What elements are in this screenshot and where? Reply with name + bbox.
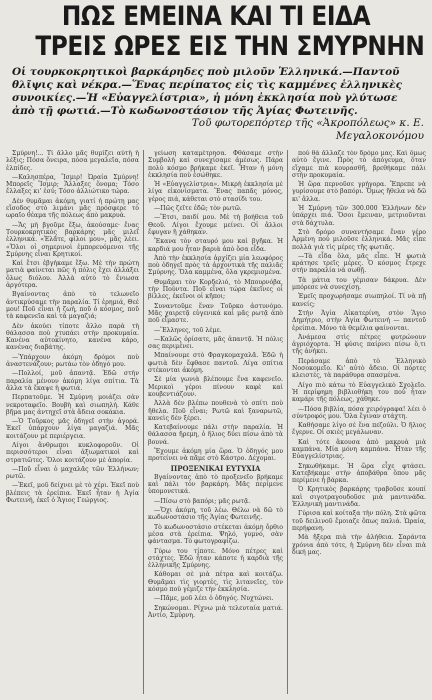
paragraph: —Ὄχι ἀκόμη, τοῦ λέω. Θέλω νὰ δῶ τὸ κωδωνοστάσιο τῆς Ἁγίας Φωτεινῆς. [148,507,283,522]
paragraph: —Ἔτσι, παιδί μου. Μὲ τὴ βοήθεια τοῦ Θεοῦ. Λίγοι ἔχουμε μείνει. Οἱ ἄλλοι ἔφυγαν ἢ χάθηκαν. [148,214,283,236]
paragraph: —Ὑπάρχουν ἀκόμη δρόμοι ποὺ ἀναστενάζουν; ρωτάω τὸν ὁδηγό μου. [6,353,139,369]
article-column-3 [292,150,426,696]
byline: Τοῦ φωτορεπόρτερ τῆς «Ἀκροπόλεως» κ. Ε. Μεγαλοκονόμου [191,117,424,142]
paragraph: Ἔχουμε ἀκόμη μία ὥρα. Ὁ ὁδηγός μου προτείνει νὰ πᾶμε στὸ Κάστρο. Δέχομαι. [148,447,283,463]
paragraph: Κατεβαίνουμε πάλι στὴν παραλία. Ἡ θάλασσα ἤρεμη, ὁ ἥλιος δύει πίσω ἀπὸ τὰ βουνά. [148,424,283,446]
paragraph: —Πολλοί, μοῦ ἀπαντᾷ. Ἐδῶ στὴν παραλία μένουν ἀκόμη λίγα σπίτια. Τὰ ἄλλα τὰ ἔκαψε ἡ φωτιά. [6,370,139,392]
paragraph: —Πίσω στὸ βαπόρι; μᾶς ρωτᾷ. [154,497,251,505]
subheadline: Οἱ τουρκοκρητικοὶ βαρκάρηδες ποὺ μιλοῦν Ἑλληνικά.—Παντοῦ θλῖψις καὶ νέκρα.—Ἕνας περίπατος εἰς τὶς καμμένες ἑλληνικὲς συνοικίες.—Ἡ «Εὐαγγελίστρια», ἡ μόνη ἐκκλησία ποὺ γλύτωσε ἀπὸ τῇ φωτιά.—Τὸ κωδωνοστάσιον τῆς Ἁγίας Φωτεινῆς. [12,66,402,117]
paragraph: —Πῶς ζεῖτε ἐδῶ; τὸν ρωτῶ. [154,205,242,213]
paragraph: Ἀπὸ τὴν ἐκκλησία ἀρχίζει μία λεωφόρος ποὺ ὁδηγεῖ πρὸς τὰ ἀρχοντικὰ τῆς παλιᾶς Σμύρνης. Ὅλα καμμένα, ὅλα γκρεμισμένα. [148,254,283,277]
paragraph: Λίγοι ἄνθρωποι κυκλοφοροῦν. Οἱ περισσότεροι εἶναι ἀξιωματικοὶ καὶ στρατιῶτες. Ὅλοι κοιτάζουν μὲ ἀπορία. [6,441,139,464]
paragraph: Ἡ «Εὐαγγελίστρια». Μικρὴ ἐκκλησία μὲ λίγα εἰκονίσματα. Ἕνας παπᾶς μόνος, γέρος πιά, κάθεται στὸ στασίδι του. [148,181,283,203]
paragraph: Ἐμεῖς προχωρήσαμε σιωπηλοί. Τί νὰ πῇ κανείς; [292,293,426,308]
paragraph: Στὸ δρόμο συναντήσαμε ἕναν γέρο Ἀρμένη ποὺ μιλοῦσε ἑλληνικά. Μᾶς εἶπε πολλὰ γιὰ τὶς μέρες τῆς φωτιᾶς. [292,228,426,251]
paragraph: Σηκωθήκαμε. Ἡ ὥρα εἶχε φτάσει. Κατεβήκαμε στὴν ἀποβάθρα ὅπου μᾶς περίμενε ἡ βάρκα. [292,462,426,485]
paragraph: Μπαίνουμε στὸ Φραγκομαχαλᾶ. Ἐδῶ ἡ φωτιὰ δὲν ἔφθασε παντοῦ. Λίγα σπίτια στέκονται ἀκόμη. [148,352,283,375]
paragraph: Περάσαμε ἀπὸ τὸ Ἑλληνικὸ Νοσοκομεῖο. Κι' αὐτὸ ἄδειο. Οἱ πόρτες κλειστές, τὰ παράθυρα σπασμένα. [292,357,426,380]
paragraph: Σηκώνομαι. Ρίχνω μιὰ τελευταία ματιά. Ἀντίο, Σμύρνη. [148,604,283,619]
paragraph: Τὰ μάτια του γέμισαν δάκρυα. Δὲν μπόρεσε νὰ συνεχίσῃ. [292,276,426,292]
headline [35,1,425,62]
paragraph: Ὁ Κρητικὸς βαρκάρης τραβοῦσε κουπί καὶ σιγοτραγουδοῦσε μιὰ μαντινάδα. Ἑλληνικὴ μαντινάδα. [292,486,426,509]
paragraph: —Ἕλληνες, τοῦ λέμε. [154,326,222,334]
paragraph: Ἀνάμεσα στὶς πέτρες φυτρώνουν ἀγριόχορτα. Ἡ φύσις παίρνει πίσω ὅ,τι τῆς ἀνήκει. [292,333,426,356]
paragraph: Τὸ κωδωνοστάσιο στέκεται ἀκόμη ὄρθιο μέσα στὰ ἐρείπια. Ψηλό, γυμνό, σὰν φάντασμα. Τὸ φωτογραφίζω. [148,523,283,546]
paragraph: Βγαίνοντας ἀπὸ τὸ προξενεῖο βρήκαμε καὶ πάλι τὸν βαρκάρη. Μᾶς περίμενε ὑπομονετικά. [148,473,283,496]
section-heading: ΠΡΟΞΕΝΙΚΑΙ ΕΥΤΥΧΙΑ [170,463,261,473]
paragraph: Ἡ ὥρα περνοῦσε γρήγορα. Ἔπρεπε νὰ γυρίσουμε στὸ βαπόρι. Ὅμως ἤθελα νὰ δῶ κι' ἄλλα. [292,181,426,203]
paragraph: Καὶ τότε ἄκουσα ἀπὸ μακρυὰ μιὰ καμπάνα. Μία μόνη καμπάνα. Ἦταν τῆς Εὐαγγελίστριας. [292,438,426,461]
paragraph: Γύρω του τίποτε. Μόνο πέτρες καὶ στάχτες. Ἐδῶ ἦταν κάποτε ἡ καρδιὰ τῆς ἑλληνικῆς Σμύρνης. [148,547,283,570]
paragraph: Περπατοῦμε. Ἡ Σμύρνη μοιάζει σὰν νεκροταφεῖο. Βουβὴ καὶ σιωπηλή. Κάθε βῆμα μας ἀντηχεῖ στὰ ἄδεια σοκάκια. [6,394,139,416]
paragraph: Σμύρνη!... Τί ἄλλο μᾶς θυμίζει αὐτὴ ἡ λέξις; Πόσα ὄνειρα, πόσα μεγαλεῖα, πόσα ἐλπίδες. [6,150,139,172]
paragraph: —Ποῦ εἶναι ὁ μαχαλᾶς τῶν Ἑλλήνων; ρωτῶ. [6,465,139,481]
paragraph: Ἀλλὰ δὲν βλέπω πουθενὰ τὸ σπίτι ποὺ ἤθελα. Ποῦ εἶναι; Ρωτῶ καὶ ξαναρωτῶ, κανεὶς δὲν ξέρει. [148,400,283,422]
paragraph: Λίγο πιὸ κάτω τὸ Εὐαγγελικὸ Σχολεῖο. Ἡ περίφημη βιβλιοθήκη του ποὺ ἦταν καμάρι τῆς πόλεως, χάθηκε. [292,381,426,404]
paragraph: Ἡ Σμύρνη τῶν 300.000 Ἑλλήνων δὲν ὑπάρχει πιά. Ὅσοι ἔμειναν, μετριοῦνται στὰ δάχτυλα. [292,205,426,227]
article-column-1 [6,150,139,696]
paragraph: Γύρισα καὶ κοίταξα τὴν πόλη. Στὰ φῶτα τοῦ δειλινοῦ ἔμοιαζε ὅπως παλιά. Ὡραία, περήφανη. [292,510,426,532]
paragraph: —Ὁ Τοῦρκος μᾶς ὁδηγεῖ στὴν ἀγορά. Ἐκεῖ ὑπάρχουν λίγα μαγαζιά. Μᾶς κοιτάζουν μὲ περιέργεια. [6,418,139,440]
paragraph: Ἔκανα τὸν σταυρό μου καὶ βγῆκα. Ἡ καρδιά μου ἦταν βαριὰ ἀπὸ ὅσα εἶδα. [148,238,283,253]
paragraph: —Ἄς μὴ βγοῦμε ἔξω, ἀκούσαμε· ἕνας Τουρκοκρητικὸς βαρκάρης μᾶς μιλεῖ ἑλληνικά. «Ἐλᾶτε, φίλοι μου», μᾶς λέει. «Ὅλοι οἱ σημερινοὶ ἐμπορευόμενοι τῆς Σμύρνης εἶναι Κρητικοί. [6,221,139,258]
paragraph: Δὲν θυμᾶμαι ἀκόμη, γιατί ἡ πρώτη μας εἴσοδος στὸ λιμάνι μᾶς πρόσφερε τὸ ωραῖο θέαμα τῆς πόλεως ἀπὸ μακρυά. [6,197,139,220]
headline-line-1: ΠΩΣ ΕΜΕΙΝΑ ΚΑΙ ΤΙ ΕΙΔΑ [61,1,371,32]
paragraph: —Καλῶς ὁρίσατε, μᾶς ἀπαντᾷ. Ἡ πόλις σας περιμένει. [148,335,283,351]
paragraph: ποὺ θὰ ἄλλαζε τὸν δρόμο μας. Καὶ ὅμως αὐτὸ ἔγινε. Πρὸς τὸ ἀπόγευμα, ὅταν εἴχαμε πιὰ κουρασθῆ, βρεθήκαμε πάλι στὴν προκυμαία. [292,150,426,179]
paragraph: Θυμᾶμαι τὸν Κορδελιό, τὸ Μπουρνόβα, τὴν Πούντα. Ποῦ εἶναι τώρα ἐκεῖνες οἱ βίλλες, ἐκεῖνοι οἱ κῆποι; [148,278,283,301]
paragraph: γείωση καταμέτρησα. Φθάσαμε στὴν Συμβολὴ καὶ συνεχίσαμε ἀμέσως. Πάρα πολὺ κόσμο βρήκαμε ἐκεῖ. Ἦταν ἡ μόνη ἐκκλησία ποὺ ἐσώθηκε. [148,150,283,179]
headline-line-2: ΤΡΕΙΣ ΩΡΕΣ ΕΙΣ ΤΗΝ ΣΜΥΡΝΗΝ [35,31,425,62]
column-divider [143,150,144,694]
paragraph: Δὲν ἀκούει τίποτε ἄλλο παρὰ τὴ θάλασσα ποὺ χτυπάει στὴν προκυμαία. Κανένα αὐτοκίνητο, κανένα κάρο, κανένας διαβάτης. [6,322,139,352]
article-column-2 [148,150,283,696]
paragraph: Μὰ ἤξερα πιὰ τὴν ἀλήθεια. Σαράντα χρόνια ἀπὸ τότε, ἡ Σμύρνη δὲν εἶναι πιὰ δική μας. [292,534,426,556]
paragraph: —Πᾶμε, μοῦ λέει ὁ ὁδηγός. Νυχτώνει. [154,595,274,603]
paragraph: Βγαίνοντας ἀπὸ τὸ τελωνεῖο ἀντικρύσαμε τὴν παραλία. Τί ἐρημιά, Θεέ μου! Ποῦ εἶναι ἡ ζωή, ποῦ ὁ κόσμος, ποῦ τὰ καφενεῖα καὶ τὰ μαγαζιά; [6,291,139,321]
paragraph: Κάθομαι σὲ μιὰ πέτρα καὶ κοιτάζω. Θυμᾶμαι τὶς γιορτές, τὶς λιτανεῖες, τὸν κόσμο ποὺ γέμιζε τὴν ἐκκλησία. [148,571,283,594]
paragraph: —Ἐκεῖ, μοῦ δείχνει μὲ τὸ χέρι. Ἐκεῖ ποὺ βλέπεις τὰ ἐρείπια. Ἐκεῖ ἦταν ἡ Ἁγία Φωτεινή, ἐκεῖ ὁ Ἅγιος Γεώργιος. [6,482,139,505]
paragraph: —Πόσα βιβλία, πόσα χειρόγραφα! λέει ὁ σύντροφός μου. Ὅλα ἔγιναν στάχτη. [292,405,426,420]
paragraph: —Καλησπέρα, Ἴσμιρ! Ὡραία Σμύρνη! Μπορεῖς Ἴσμιρ; Ἄλλαξες ὄνομα; Τόσο ἔλλαξες κι' ἐσύ; Τόσο ἀλλιώτικο τώρα. [6,173,139,196]
column-divider [287,150,288,694]
paragraph: Καθήσαμε λίγο σὲ ἕνα πεζούλι. Ὁ ἥλιος ἔγερνε. Οἱ σκιὲς μεγάλωναν. [292,422,426,437]
paragraph: Σὲ μία γωνιὰ βλέπουμε ἕνα καφενεῖο. Μερικοὶ γέροι πίνουν καφὲ καὶ κουβεντιάζουν. [148,376,283,398]
paragraph: —Τὰ εἶδα ὅλα, μᾶς εἶπε. Ἡ φωτιὰ κράτησε τρεῖς μέρες. Ὁ κόσμος ἔτρεχε στὴν παραλία νὰ σωθῇ. [292,252,426,275]
paragraph: Συναντοῦμε ἕναν Τοῦρκο ἀστυνόμο. Μᾶς χαιρετᾷ εὐγενικά καὶ μᾶς ρωτᾷ ἀπὸ ποῦ εἴμαστε. [148,302,283,325]
paragraph: Καὶ ἔτσι ἐβγήκαμε ἔξω. Μὲ τὴν πρώτη ματιὰ φαίνεται πῶς ἡ πόλις ἔχει ἀλλάξει ὅλως διόλου. Ἀλλὰ αὐτὸ τὸ ἔνιωσα ἀργότερα. [6,260,139,290]
paragraph: Στὴν Ἁγία Αἰκατερίνη, στὸν Ἅγιο Δημήτριο, στὴν Ἁγία Φωτεινή — παντοῦ ἐρείπια. Μόνο τὰ θεμέλια φαίνονται. [292,309,426,332]
